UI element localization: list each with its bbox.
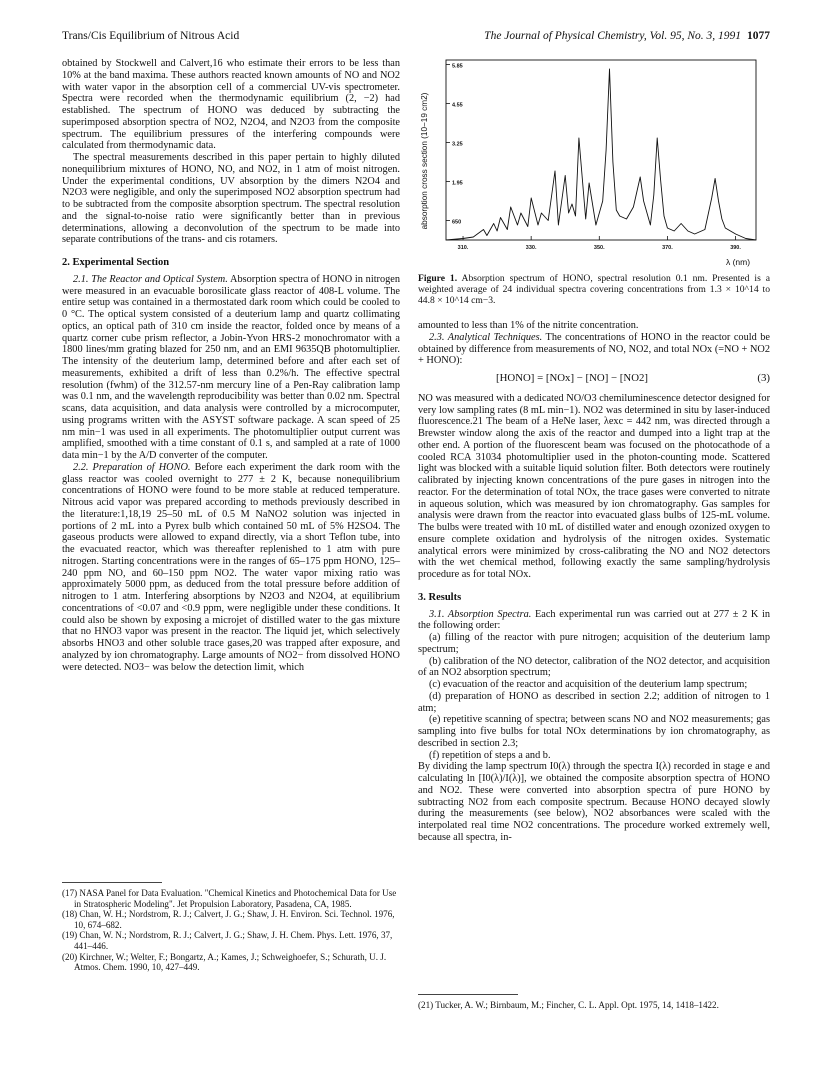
footnote: (17) NASA Panel for Data Evaluation. "Chemical Kinetics and Photochemical Data for Use in Stratospheric Modeling". Jet Propulsion Laboratory, Pasadena, CA, 1985. [62,888,397,909]
subsection-title: 3.1. Absorption Spectra. [429,608,532,620]
paragraph: The spectral measurements described in this paper pertain to highly diluted nonequilibrium mixtures of HONO, NO, and NO2, in 1 atm of moist nitrogen. Under the experimental conditions, UV absorption by the dimers N2O4 and N2O3 were negligible, and only the superimposed NO2 absorption spectrum had to be subtracted from the composite absorption spectrum. The spectral resolution and the signal-to-noise ratio were significantly better than in previous determinations, allowing a deconvolution of the spectrum to be made into separate contributions of the trans- and cis rotamers. [62,152,400,246]
figure-caption-label: Figure 1. [418,273,458,284]
journal-name: The Journal of Physical Chemistry, Vol. 95, No. 3, 1991 [484,30,741,42]
spectrum-line [446,69,756,240]
paragraph: By dividing the lamp spectrum I0(λ) through the spectra I(λ) recorded in stage e and calculating ln [I0(λ)/I(λ)], we obtained the composite absorption spectra of HONO and NO2. These were converted into absorption spectra of pure HONO by subtracting NO2 from each composite spectrum. Because HONO decayed slowly during the measurements (see below), NO2 absorbances were scaled with the interpolated real time NO2 concentrations. The procedure worked extremely well, because all spectra, in- [418,761,770,843]
subsection-title: 2.1. The Reactor and Optical System. [73,273,228,285]
footnote-rule [62,882,162,883]
plot-frame [446,60,756,240]
footnote: (18) Chan, W. H.; Nordstrom, R. J.; Calvert, J. G.; Shaw, J. H. Environ. Sci. Technol. 1976, 10, 674–682. [62,909,395,930]
figure-caption-text: Absorption spectrum of HONO, spectral resolution 0.1 nm. Presented is a weighted average of 24 individual spectra covering concentrations from 1.3 × 10^14 to 44.8 × 10^14 cm−3. [418,273,770,306]
chart-axes [446,60,756,251]
right-column [418,320,770,844]
paragraph [62,462,400,674]
subsection-text: Absorption spectra of HONO in nitrogen were measured in an evacuable borosilicate glass reactor of 408-L volume. The entire setup was contained in a thermostated dark room which could be cooled to 0 °C. The optical system consisted of a deuterium lamp and quartz collimating optics, an optical path of 310 cm inside the reactor, folded once by means of a quartz corner cube prism reflector, a Jobin-Yvon HRS-2 monochromator with a 1800 lines/mm grating blazed for 250 nm, and an EMI 9635QB photomultiplier. The intensity of the deuterium lamp, determined before and after each set of measurements, exhibited a drift of less than 0.2%/h. The effective spectral resolution (fwhm) of the 312.57-nm mercury line of a Pen-Ray calibration lamp was 0.1 nm, and the wavelength reproducibility was better than 0.02 nm. Spectral scans, data acquisition, and data analysis were controlled by a microcomputer, using programs written with the ASYST software package. A scan speed of 25 nm min−1 was used in all experiments. The photomultiplier output current was amplified, smoothed with a time constant of 0.1 s, and sampled at a rate of 1000 data min−1 by the A/D converter of the computer. [62,273,401,461]
subsection-text: The concentrations of HONO in the reactor could be obtained by difference from measurements of NO, NO2, and total NOx (=NO + NO2 + HONO): [418,331,770,367]
footnote: (20) Kirchner, W.; Welter, F.; Bongartz, A.; Kames, J.; Schweighoefer, S.; Schurath, U. J. Atmos. Chem. 1990, 10, 427–449. [62,951,387,973]
y-tick-label: 4.55 [452,102,463,109]
paragraph [418,332,770,367]
paragraph: amounted to less than 1% of the nitrite concentration. [418,320,639,331]
procedure-step: (a) filling of the reactor with pure nitrogen; acquisition of the deuterium lamp spectrum; [418,632,770,655]
journal-citation [418,30,770,42]
y-axis-label: absorption cross section (10−19 cm2) [420,92,429,230]
subsection-text: Before each experiment the dark room with the glass reactor was cooled overnight to 277 ± 2 K, because nonequilibrium concentrations of HONO were found to be more stable at reduced temperature. Nitrous acid vapor was prepared according to methods previously described in the literature:1,18,19 25–50 mL of 0.5 M NaNO2 solution was injected in portions of 2 mL into a Pyrex bulb which contained 50 mL of 5% H2SO4. The gaseous products were allowed to expand directly, via a short Teflon tube, into the evacuated reactor, which was thereafter replenished to 1 atm with pure nitrogen. Starting concentrations were in the ranges of 65–175 ppm HONO, 125–240 ppm NO, and 60–150 ppm NO2. The water vapor mixing ratio was approximately 5000 ppm, as deduced from the total pressure before addition of nitrogen to 1 atm. Interfering absorptions by N2O3 and N2O4, at equilibrium concentrations of <0.07 and <0.9 ppm, were negligible under these conditions. It could also be shown by exposing a microjet of distilled water to the gas mixture that no HNO3 vapor was present in the reactor. The liquid jet, which selectively absorbs HNO3 and other soluble trace gases,20 was trapped after exposure, and analyzed by ion chromatography. Large amounts of NO2− from dissolved HONO were detected. NO3− was below the detection limit, which [62,461,401,673]
subsection-title: 2.2. Preparation of HONO. [73,461,191,473]
procedure-step: (d) preparation of HONO as described in section 2.2; addition of nitrogen to 1 atm; [418,690,770,714]
page-number: 1077 [747,30,770,42]
footnotes-left [62,888,400,973]
x-axis-label: λ (nm) [725,257,751,267]
equation-3 [418,373,770,385]
x-tick-label: 370. [662,245,673,251]
left-column [62,58,400,673]
procedure-step: (b) calibration of the NO detector, calibration of the NO2 detector, and acquisition of an NO2 absorption spectrum; [418,655,770,679]
paragraph [418,609,770,633]
subsection-text: Each experimental run was carried out at 277 ± 2 K in the following order: [418,608,770,632]
footnote-rule [418,994,518,995]
y-tick-label: 1.95 [452,180,463,187]
y-tick-label: 5.85 [452,63,463,70]
equation-body: [HONO] = [NOx] − [NO] − [NO2] [496,372,648,384]
figure-caption [418,273,770,306]
x-tick-label: 350. [593,245,605,251]
procedure-steps [418,632,770,761]
x-tick-label: 330. [525,245,537,251]
procedure-step: (f) repetition of steps a and b. [429,749,551,761]
paragraph: NO was measured with a dedicated NO/O3 chemiluminescence detector designed for very low sampling rates (8 mL min−1). NO2 was determined in situ by laser-induced fluorescence.21 The beam of a HeNe laser, λexc = 442 nm, was directed through a Brewster window along the axis of the reactor and dumped into a light trap at the other end. A portion of the fluorescent beam was focused on the photocathode of a cooled RCA 31034 photomultiplier used in the photon-counting mode. Scattered light was blocked with a suitable liquid solution filter. Both detectors were routinely calibrated by injecting known concentrations of the pure gases in nitrogen into the reactor. For the determination of total NOx, the trace gases were converted to nitrate in aqueous solution, which was measured by ion chromatography. Gas samples for analysis were drawn from the reactor into evacuated glass bulbs of 125-mL volume. The bulbs were treated with 10 mL of distilled water and enough ozonized oxygen to ensure complete oxidation and hydrolysis of the nitrogen oxides. Systematic analytical errors were minimized by cross-calibrating the NO and NO2 detectors with the wet chemical method, following exactly the same sampling/hydrolysis procedure as for total NOx. [418,392,770,580]
running-title: Trans/Cis Equilibrium of Nitrous Acid [62,30,240,42]
equation-number: (3) [757,372,770,384]
footnotes-right [418,1000,770,1011]
x-tick-label: 390. [730,245,741,251]
procedure-step: (c) evacuation of the reactor and acquisition of the deuterium lamp spectrum; [429,679,748,690]
paragraph [62,274,400,462]
figure-1 [418,56,770,318]
section-heading: 3. Results [418,591,462,603]
procedure-step: (e) repetitive scanning of spectra; between scans NO and NO2 measurements; gas sampling into five bulbs for total NOx determinations by ion chromatography, as described in section 2.3; [418,714,770,749]
footnote: (21) Tucker, A. W.; Birnbaum, M.; Fincher, C. L. Appl. Opt. 1975, 14, 1418–1422. [418,1000,719,1010]
x-tick-label: 310. [457,245,469,251]
paragraph: obtained by Stockwell and Calvert,16 who estimate their errors to be less than 10% at the band maxima. These authors reacted known amounts of NO and NO2 with water vapor in the absorption cell of a commercial UV-vis spectrometer. Spectra were recorded when the thermodynamic equilibrium (2, −2) had established. The spectrum of HONO was deduced by subtracting the superimposed absorption spectra of NO2, N2O4, and N2O3 from the composite spectrum. The equilibrium pressures of the interfering compounds were calculated from thermodynamic data. [62,58,400,152]
section-heading: 2. Experimental Section [62,257,170,268]
y-tick-label: 3.25 [452,141,463,148]
y-tick-label: 650 [452,219,462,226]
footnote: (19) Chan, W. N.; Nordstrom, R. J.; Calvert, J. G.; Shaw, J. H. Chem. Phys. Lett. 1976, 37, 441–446. [62,930,393,951]
spectrum-chart [418,56,770,268]
subsection-title: 2.3. Analytical Techniques. [429,331,543,343]
